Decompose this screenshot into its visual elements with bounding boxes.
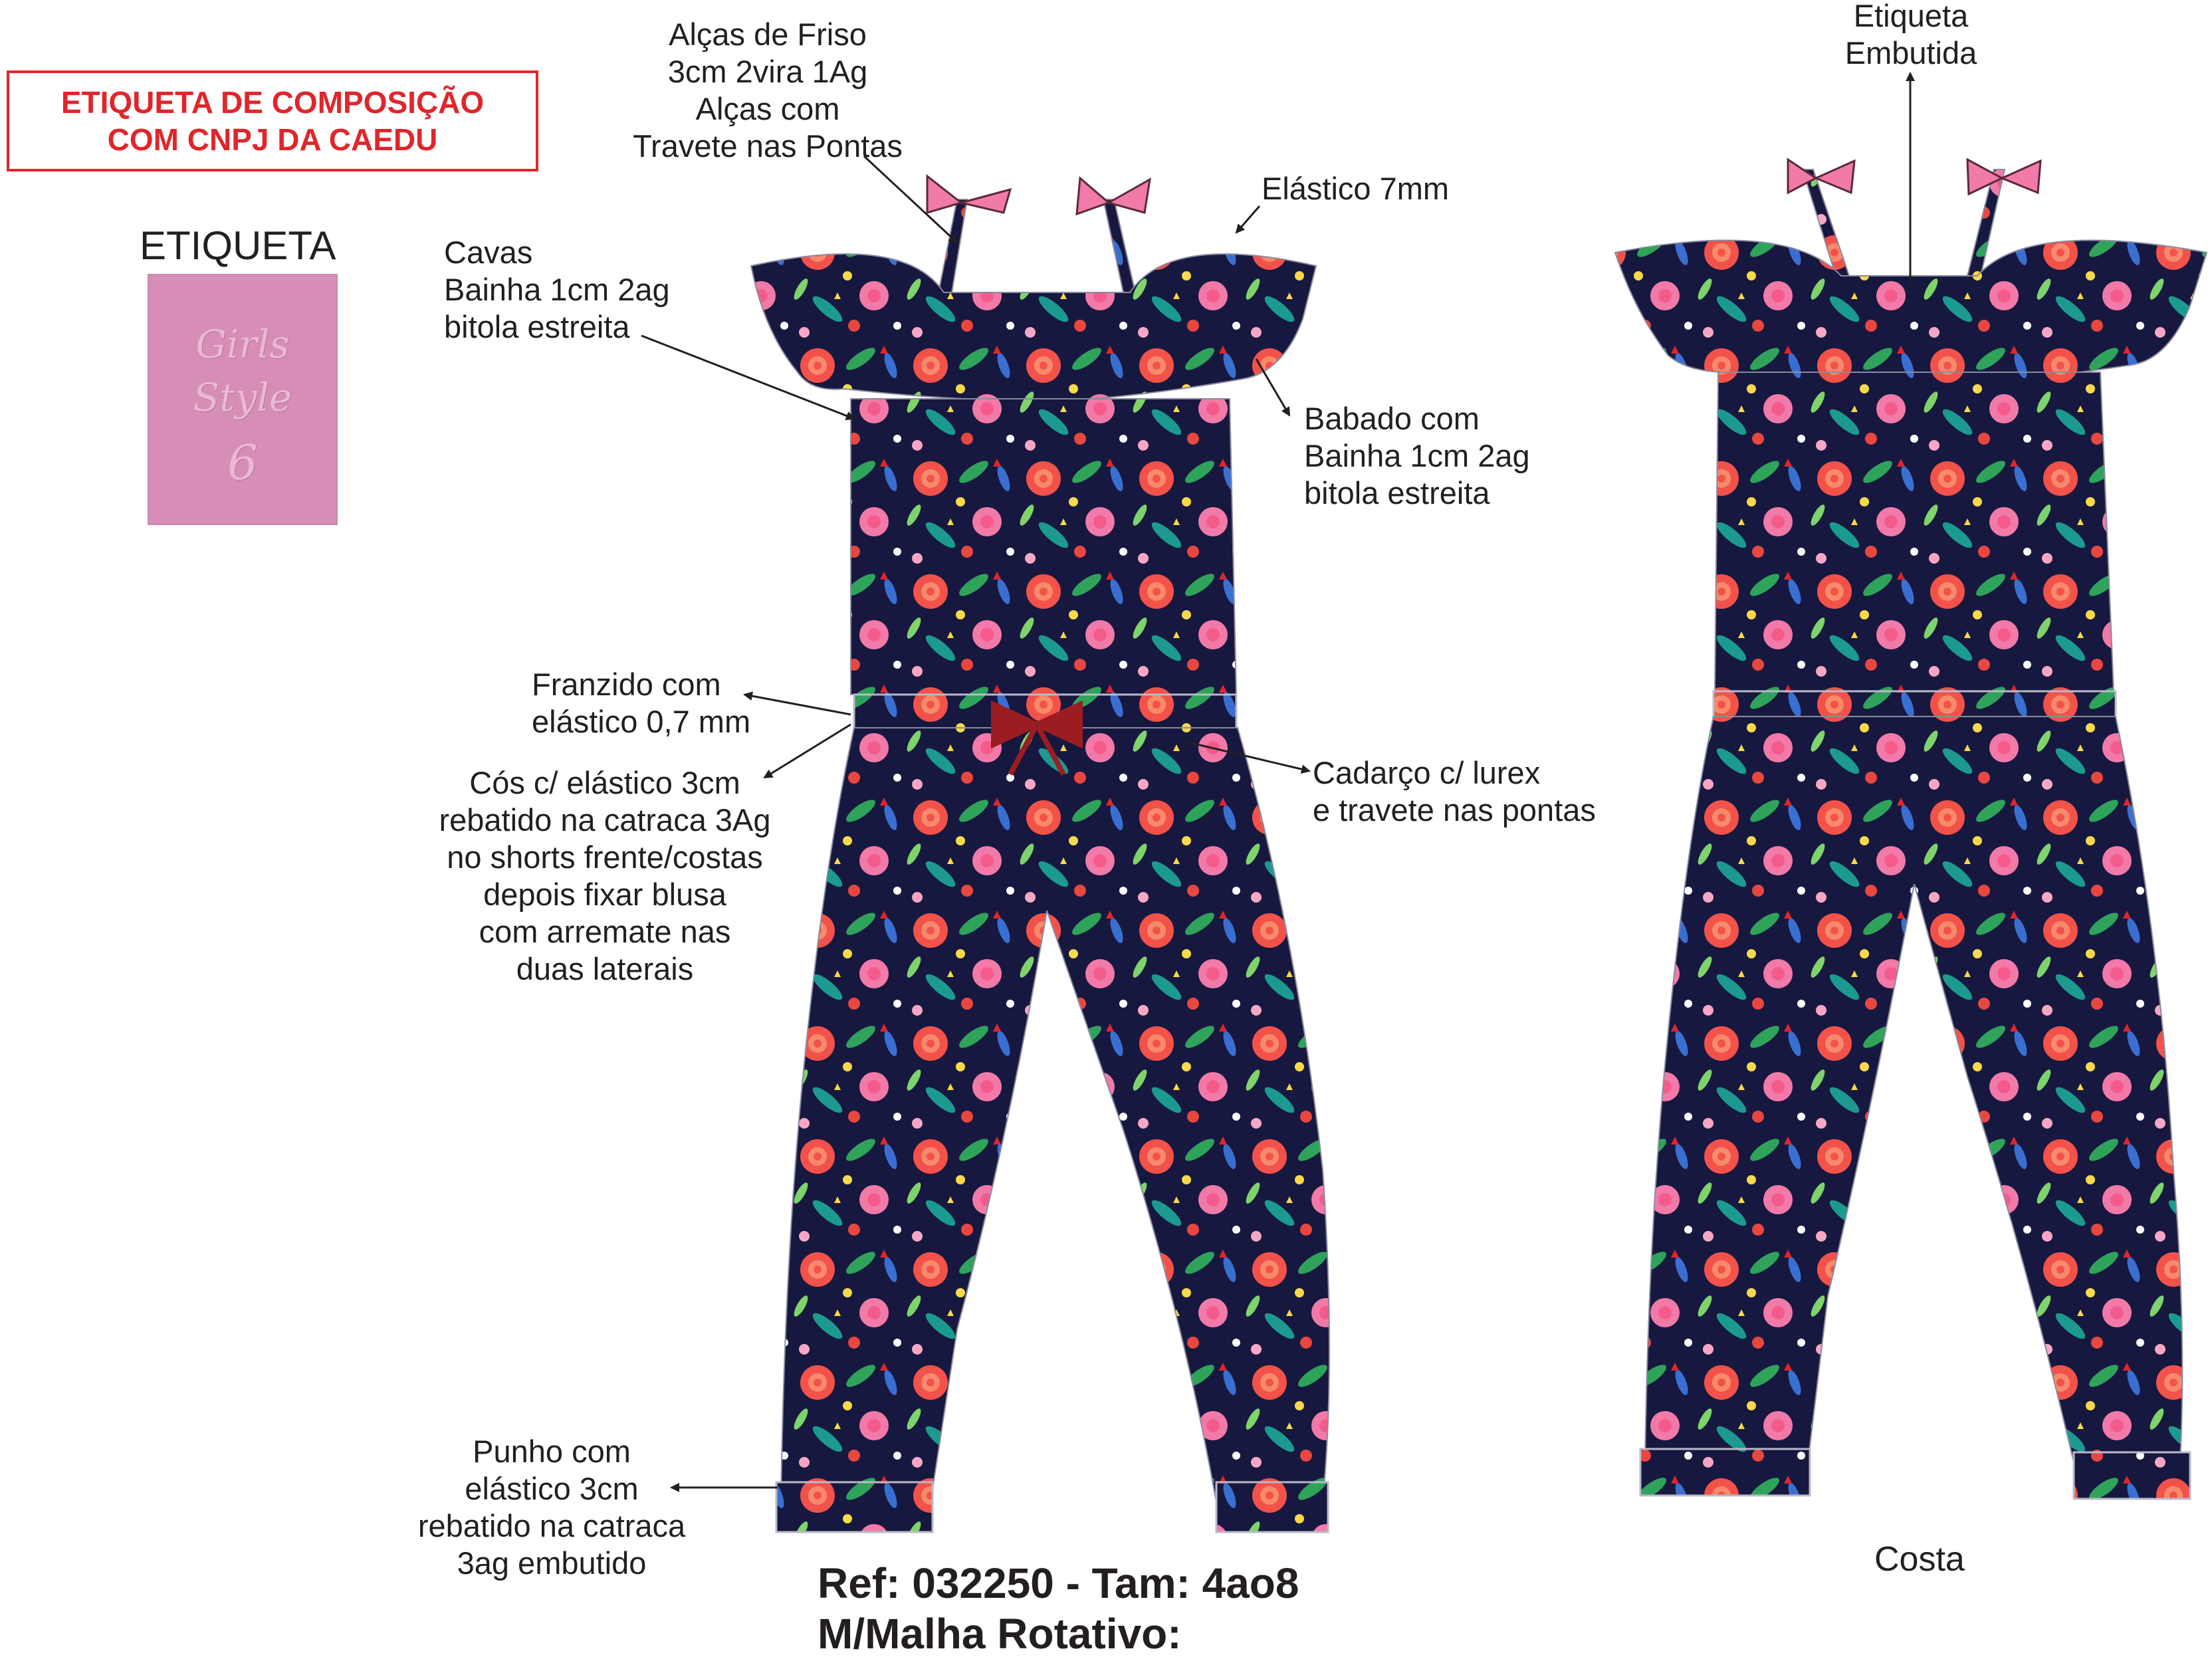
reference-line2: M/Malha Rotativo: [818, 1610, 1182, 1658]
front-garment [751, 176, 1329, 1532]
back-view-label: Costa [1874, 1540, 1965, 1579]
note-elastico: Elástico 7mm [1262, 171, 1450, 206]
reference-block [818, 1558, 1299, 1659]
note-etiqueta-embutida: Etiqueta Embutida [1844, 0, 1977, 70]
arrow-babado [1256, 359, 1289, 415]
reference-line1: Ref: 032250 - Tam: 4ao8 [818, 1559, 1299, 1607]
composition-label-line1: ETIQUETA DE COMPOSIÇÃO [60, 85, 485, 120]
note-babado: Babado com Bainha 1cm 2ag bitola estreita [1304, 401, 1530, 510]
front-strap-right [1103, 199, 1135, 292]
note-punho: Punho com elástico 3cm rebatido na catraca 3ag embutido [417, 1434, 686, 1581]
note-franzido: Franzido com elástico 0,7 mm [532, 667, 751, 739]
back-bodice [1715, 372, 2114, 691]
arrow-franzido [744, 695, 851, 715]
front-ruffle [751, 254, 1316, 402]
back-cuff-left [1640, 1449, 1810, 1495]
composition-label-line2: COM CNPJ DA CAEDU [107, 122, 438, 157]
back-cuff-right [2074, 1452, 2190, 1499]
back-strap-bow-left [1788, 160, 1854, 193]
note-cadarco: Cadarço c/ lurex e travete nas pontas [1313, 755, 1596, 828]
front-strap-left [939, 199, 967, 292]
tag-brand-line2: Style [193, 375, 292, 420]
arrow-elastico [1236, 206, 1260, 233]
tag-size: 6 [227, 435, 258, 491]
note-cos: Cós c/ elástico 3cm rebatido na catraca 3Ag no shorts frente/costas depois fixar blusa com arremate nas duas laterais [439, 765, 771, 986]
note-alcas: Alças de Friso 3cm 2vira 1Ag Alças com Travete nas Pontas [633, 17, 903, 164]
tag-title: ETIQUETA [140, 223, 336, 268]
back-strap-bow-right [1967, 160, 2041, 194]
back-pants [1642, 717, 2187, 1499]
front-cuff-left [776, 1482, 933, 1532]
front-pants [778, 728, 1329, 1532]
front-strap-bow-left [927, 176, 1010, 213]
front-bodice [851, 399, 1236, 695]
note-cavas: Cavas Bainha 1cm 2ag bitola estreita [444, 235, 670, 344]
front-cuff-right [1216, 1482, 1328, 1532]
back-garment [1615, 160, 2207, 1499]
back-waistband [1714, 691, 2116, 718]
tag-brand-line1: Girls [195, 322, 290, 367]
